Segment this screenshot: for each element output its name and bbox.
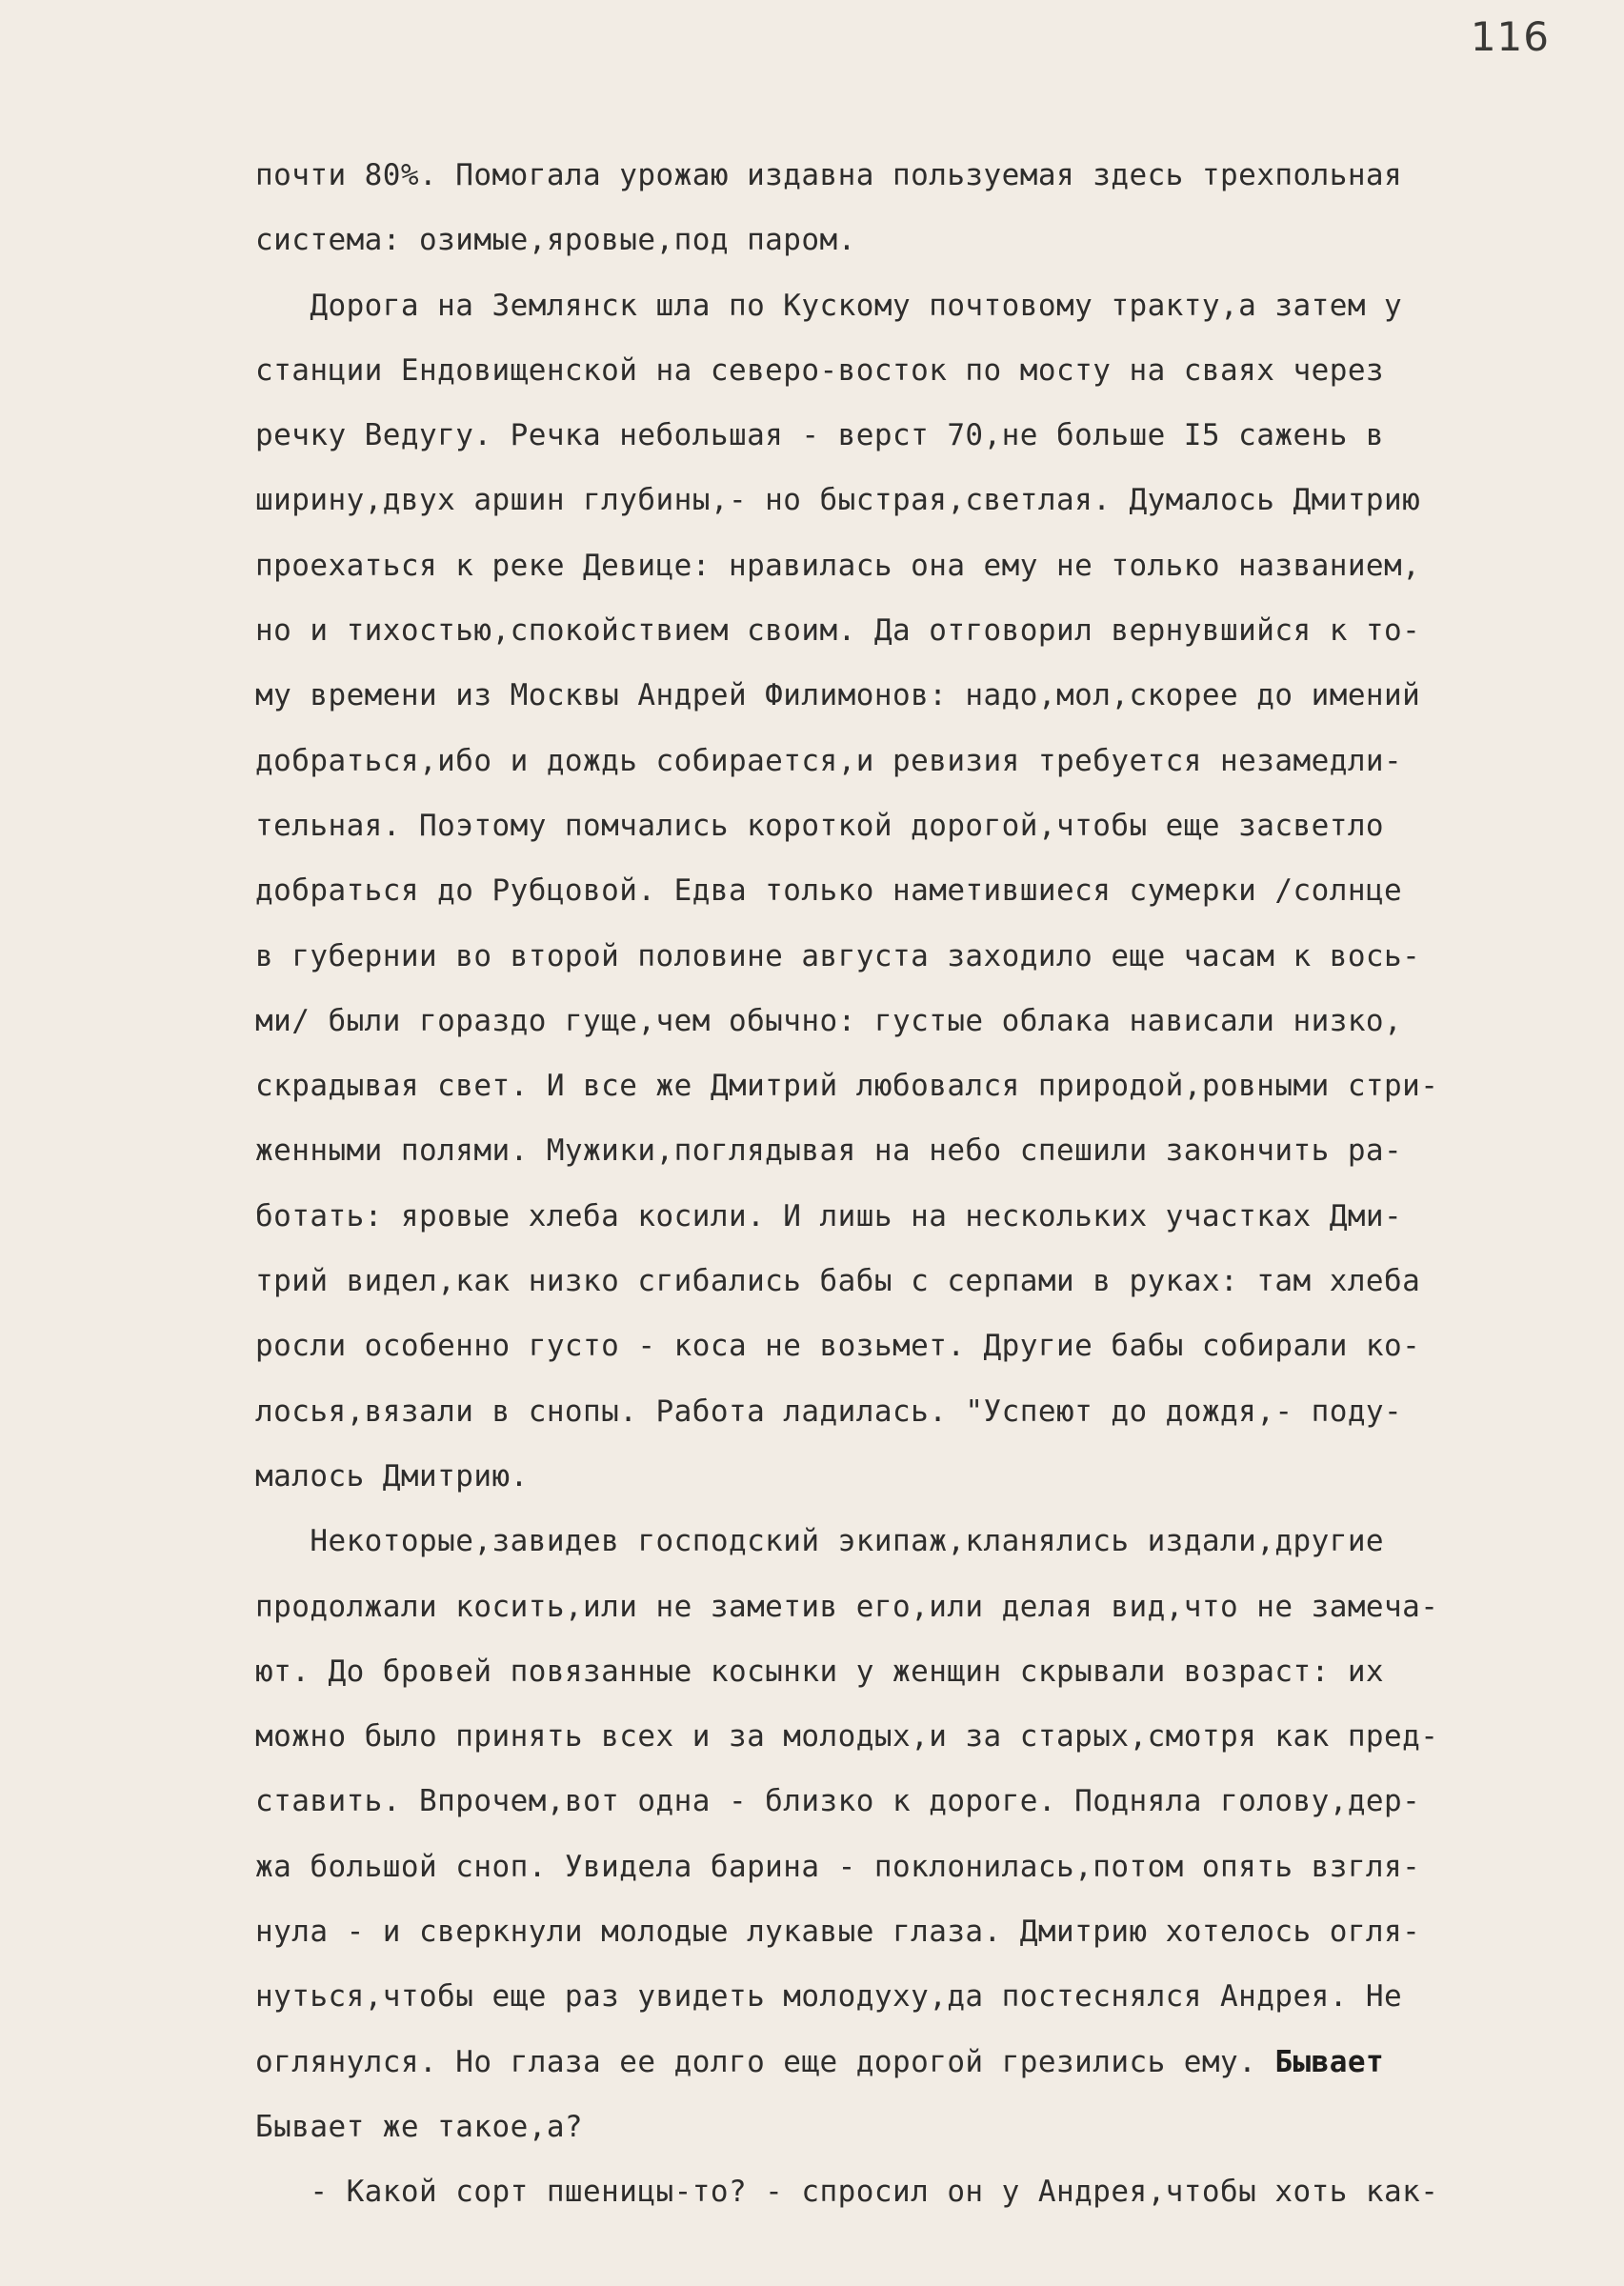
text-line: ставить. Впрочем,вот одна - близко к дороге. Подняла голову,дер-: [255, 1784, 1421, 1819]
text-line: жа большой сноп. Увидела барина - поклонилась,потом опять взгля-: [255, 1849, 1421, 1884]
text-line: скрадывая свет. И все же Дмитрий любовался природой,ровными стри-: [255, 1069, 1439, 1104]
text-line: добраться,ибо и дождь собирается,и ревизия требуется незамедли-: [255, 743, 1403, 778]
text-line: нула - и сверкнули молодые лукавые глаза. Дмитрию хотелось огля-: [255, 1915, 1421, 1950]
text-line: лосья,вязали в снопы. Работа ладилась. "Успеют до дождя,- поду-: [255, 1394, 1403, 1429]
text-line: ширину,двух аршин глубины,- но быстрая,светлая. Думалось Дмитрию: [255, 483, 1421, 518]
text-line: малось Дмитрию.: [255, 1458, 529, 1494]
text-line: добраться до Рубцовой. Едва только наметившиеся сумерки /солнце: [255, 873, 1403, 909]
text-line: нуться,чтобы еще раз увидеть молодуху,да постеснялся Андрея. Не: [255, 1979, 1403, 2015]
text-line: станции Ендовищенской на северо-восток по мосту на сваях через: [255, 352, 1385, 388]
text-line: почти 80%. Помогала урожаю издавна пользуемая здесь трехпольная: [255, 158, 1403, 192]
text-line: система: озимые,яровые,под паром.: [255, 223, 856, 258]
text-line: женными полями. Мужики,поглядывая на небо спешили закончить ра-: [255, 1133, 1403, 1169]
page-number: 116: [1470, 13, 1550, 60]
text-line: но и тихостью,спокойствием своим. Да отговорил вернувшийся к то-: [255, 613, 1421, 649]
text-line: трий видел,как низко сгибались бабы с серпами в руках: там хлеба: [255, 1264, 1421, 1299]
text-line: - Какой сорт пшеницы-то? - спросил он у Андрея,чтобы хоть как-: [255, 2175, 1439, 2210]
text-line: ми/ были гораздо гуще,чем обычно: густые облака нависали низко,: [255, 1003, 1403, 1038]
text-line: ют. До бровей повязанные косынки у женщин скрывали возраст: их: [255, 1654, 1385, 1689]
text-line-part: оглянулся. Но глаза ее долго еще дорогой грезились ему.: [255, 2044, 1257, 2079]
body-text: [255, 143, 1551, 2225]
text-line: Некоторые,завидев господский экипаж,кланялись издали,другие: [255, 1524, 1385, 1559]
text-line: можно было принять всех и за молодых,и за старых,смотря как пред-: [255, 1719, 1439, 1755]
text-line: ботать: яровые хлеба косили. И лишь на нескольких участках Дми-: [255, 1198, 1403, 1233]
text-line: продолжали косить,или не заметив его,или делая вид,что не замеча-: [255, 1589, 1439, 1624]
struck-over-word: Бывает: [1274, 2044, 1385, 2079]
text-line: в губернии во второй половине августа заходило еще часам к вось-: [255, 938, 1421, 973]
text-line: тельная. Поэтому помчались короткой дорогой,чтобы еще засветло: [255, 808, 1385, 843]
text-line: проехаться к реке Девице: нравилась она ему не только названием,: [255, 548, 1421, 583]
text-line: Дорога на Землянск шла по Кускому почтовому тракту,а затем у: [255, 288, 1403, 323]
text-line: му времени из Москвы Андрей Филимонов: надо,мол,скорее до имений: [255, 678, 1421, 713]
text-line: росли особенно густо - коса не возьмет. Другие бабы собирали ко-: [255, 1329, 1421, 1364]
text-line: речку Ведугу. Речка небольшая - верст 70,не больше I5 сажень в: [255, 418, 1385, 453]
text-line-with-strikeover: [255, 2030, 1551, 2095]
text-line: Бывает же такое,а?: [255, 2109, 584, 2144]
